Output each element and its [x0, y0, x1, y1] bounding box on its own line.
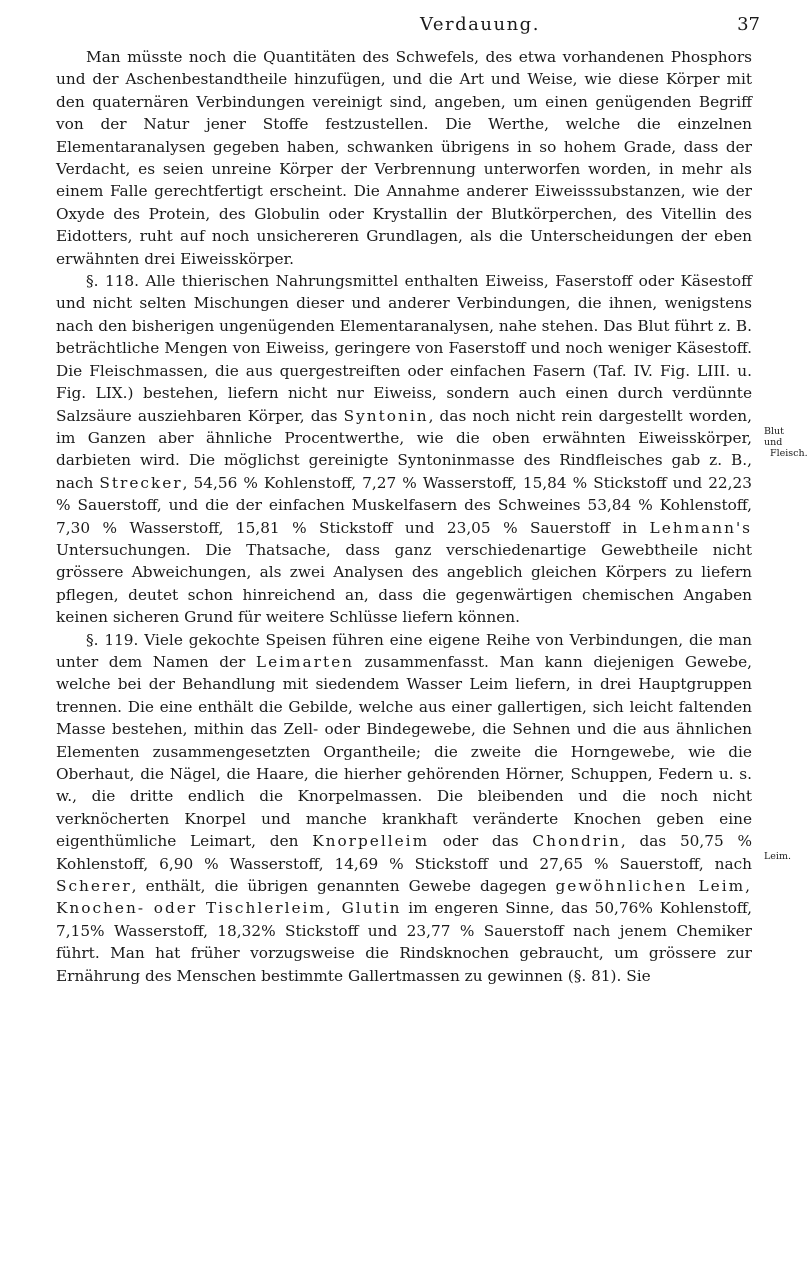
author-scherer: Scherer [56, 877, 132, 896]
body-text [56, 46, 752, 987]
marginal-note-line: Fleisch. [770, 448, 808, 459]
marginal-note-line: Leim. [764, 851, 791, 862]
paragraph-1 [56, 46, 752, 270]
marginal-note-line: Blut und [764, 426, 784, 448]
author-lehmann: Lehmann's [649, 518, 752, 537]
author-strecker: Strecker [99, 473, 183, 492]
page-header [200, 12, 760, 38]
page-number: 37 [737, 14, 760, 35]
paragraph-text: zusammenfasst. Man kann diejenigen Gewebe, welche bei der Behandlung mit siedendem Wasser Leim liefern, in drei Hauptgruppen trennen. Die eine enthält die Gebilde, welche aus einer gallertigen, sich leicht faltenden Masse bestehen, mithin das Zell- oder Bindegewebe, die Sehnen und die aus ähnlichen Elementen zusammengesetzten Organtheile; die zweite die Horngewebe, wie die Oberhaut, die Nägel, die Haare, die hierher gehörenden Hörner, Schuppen, Federn u. s. w., die dritte endlich die Knorpelmassen. Die bleibenden und die noch nicht verknöcherten Knorpel und manche krankhaft veränderte Knochen geben eine eigenthümliche Leimart, den [56, 652, 752, 851]
marginal-note-blut-und-fleisch [764, 426, 808, 459]
term-leimarten: Leimarten [255, 652, 355, 671]
paragraph-text: Man müsste noch die Quantitäten des Schwefels, des etwa vorhandenen Phosphors und der Aschenbestandtheile hinzufügen, und die Art und Weise, wie diese Körper mit den quaternären Verbindungen vereinigt sind, angeben, um einen genügenden Begriff von der Natur jener Stoffe festzustellen. Die Werthe, welche die einzelnen Elementaranalysen gegeben haben, schwanken übrigens in so hohem Grade, dass der Verdacht, es seien unreine Körper der Verbrennung unterworfen worden, in mehr als einem Falle gerechtfertigt erscheint. Die Annahme anderer Eiweisssubstanzen, wie der Oxyde des Protein, des Globulin oder Krystallin der Blutkörperchen, des Vitellin des Eidotters, ruht auf noch unsichereren Grundlagen, als die Unterscheidungen der eben erwähnten drei Eiweisskörper. [56, 48, 752, 268]
paragraph-text: §. 118. Alle thierischen Nahrungsmittel enthalten Eiweiss, Faserstoff oder Käsestoff und nicht selten Mischungen dieser und anderer Verbindungen, die ihnen, wenigstens nach den bisherigen ungenügenden Elementaranalysen, nahe stehen. Das Blut führt z. B. beträchtliche Mengen von Eiweiss, geringere von Faserstoff und noch weniger Käsestoff. Die Fleischmassen, die aus quergestreiften oder einfachen Fasern (Taf. IV. Fig. LIII. u. Fig. LIX.) bestehen, liefern nicht nur Eiweiss, sondern auch einen durch verdünnte Salzsäure ausziehbaren Körper, das [56, 272, 752, 425]
paragraph-text: , enthält, die übrigen genannten Gewebe dagegen [131, 877, 556, 896]
marginal-note-leim [764, 851, 800, 862]
running-title: Verdauung. [420, 14, 540, 35]
paragraph-section-118 [56, 270, 752, 629]
paragraph-text: , das 50,75 % Kohlenstoff, 6,90 % Wasserstoff, 14,69 % Stickstoff und 27,65 % Sauerstoff, nach [56, 832, 752, 873]
paragraph-section-119 [56, 629, 752, 988]
paragraph-text: , das noch nicht rein dargestellt worden, im Ganzen aber ähnliche Procentwerthe, wie die oben erwähnten Eiweisskörper, darbieten wird. Die möglichst gereinigte Syntoninmasse des Rindfleisches gab z. B., nach [56, 406, 752, 492]
paragraph-text: , 54,56 % Kohlenstoff, 7,27 % Wasserstoff, 15,84 % Stickstoff und 22,23 % Sauerstoff, und die der einfachen Muskelfasern des Schweines 53,84 % Kohlenstoff, 7,30 % Wasserstoff, 15,81 % Stickstoff und 23,05 % Sauerstoff in [56, 473, 752, 537]
term-gewoehnlichen-leim: gewöhnlichen Leim, Knochen- oder Tischlerleim, Glutin [56, 877, 752, 918]
paragraph-text: oder das [429, 832, 533, 851]
paragraph-text: Untersuchungen. Die Thatsache, dass ganz verschiedenartige Gewebtheile nicht grössere Abweichungen, als zwei Analysen des angeblich gleichen Körpers zu liefern pflegen, deutet schon hinreichend an, dass die gegenwärtigen chemischen Angaben keinen sicheren Grund für weitere Schlüsse liefern können. [56, 540, 752, 627]
term-syntonin: Syntonin [343, 406, 429, 425]
term-chondrin: Chondrin [532, 832, 621, 851]
term-knorpelleim: Knorpelleim [312, 832, 430, 851]
paragraph-text: §. 119. Viele gekochte Speisen führen eine eigene Reihe von Verbindungen, die man unter dem Namen der [56, 630, 752, 671]
paragraph-text: im engeren Sinne, das 50,76% Kohlenstoff, 7,15% Wasserstoff, 18,32% Stickstoff und 23,77 % Sauerstoff nach jenem Chemiker führt. Man hat früher vorzugsweise die Rindsknochen gebraucht, um grössere zur Ernährung des Menschen bestimmte Gallertmassen zu gewinnen (§. 81). Sie [56, 899, 752, 985]
